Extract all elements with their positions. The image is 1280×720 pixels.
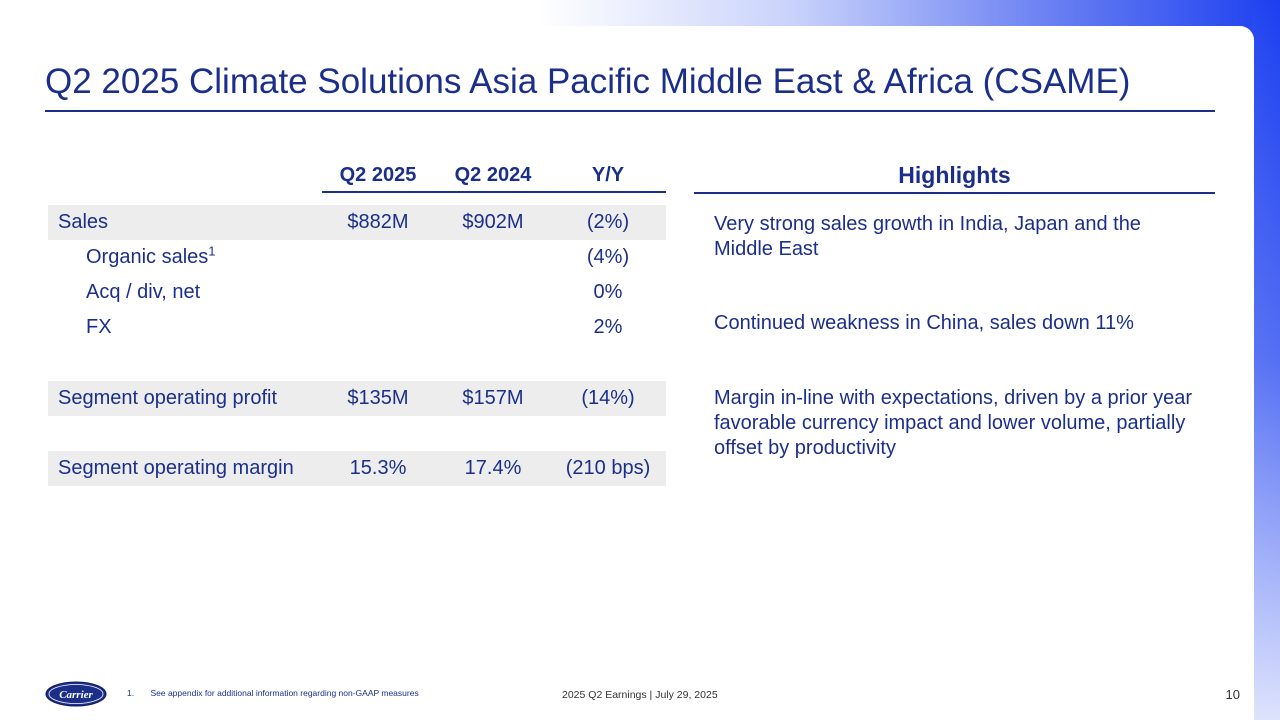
row-label: FX <box>86 316 112 338</box>
logo-text: Carrier <box>59 689 93 701</box>
highlight-item: Very strong sales growth in India, Japan and the Middle East <box>714 213 1141 260</box>
table-row-segment-operating-profit <box>48 381 666 416</box>
footnote-number: 1. <box>127 688 135 698</box>
table-row-acq-div <box>48 275 666 310</box>
cell-yy: (210 bps) <box>565 457 651 479</box>
cell-yy: (2%) <box>586 211 630 233</box>
footnote <box>127 688 419 698</box>
highlight-item: Margin in-line with expectations, driven by a prior year favorable currency impact and lower volume, partially offset by productivity <box>714 387 1192 459</box>
col-header-q2-2024: Q2 2024 <box>454 164 532 186</box>
title-divider <box>45 110 1215 112</box>
cell-yy: 2% <box>593 316 623 338</box>
table-row-fx <box>48 310 666 345</box>
table-row-organic-sales <box>48 240 666 275</box>
cell-q2-2024: $157M <box>462 387 524 409</box>
footer-event-date: 2025 Q2 Earnings | July 29, 2025 <box>562 689 718 701</box>
table-row-sales <box>48 205 666 240</box>
row-label: Sales <box>58 211 109 233</box>
cell-q2-2025: $882M <box>347 211 409 233</box>
highlights-divider <box>694 192 1215 194</box>
col-header-q2-2025: Q2 2025 <box>339 164 417 186</box>
highlight-item: Continued weakness in China, sales down 11% <box>714 312 1134 334</box>
footnote-text: See appendix for additional information regarding non-GAAP measures <box>150 688 419 698</box>
slide-title: Q2 2025 Climate Solutions Asia Pacific Middle East & Africa (CSAME) <box>45 62 1131 101</box>
cell-q2-2024: 17.4% <box>464 457 522 479</box>
row-label: Segment operating margin <box>58 457 294 479</box>
cell-yy: 0% <box>593 281 623 303</box>
background-gradient-edge <box>1252 0 1280 720</box>
cell-yy: (14%) <box>581 387 635 409</box>
page-number: 10 <box>1225 687 1240 702</box>
cell-q2-2024: $902M <box>462 211 524 233</box>
row-label: Segment operating profit <box>58 387 278 409</box>
slide-panel <box>0 26 1254 720</box>
row-label: Acq / div, net <box>86 281 201 303</box>
col-header-yy: Y/Y <box>591 164 625 186</box>
highlights-heading: Highlights <box>898 162 1011 188</box>
row-label: Organic sales$^1$ <box>86 243 216 268</box>
cell-q2-2025: $135M <box>347 387 409 409</box>
footnote-marker: 1 <box>208 243 216 259</box>
cell-yy: (4%) <box>586 246 630 268</box>
table-header-divider <box>322 191 666 193</box>
table-row-segment-operating-margin <box>48 451 666 486</box>
cell-q2-2025: 15.3% <box>349 457 407 479</box>
carrier-logo <box>45 681 107 707</box>
